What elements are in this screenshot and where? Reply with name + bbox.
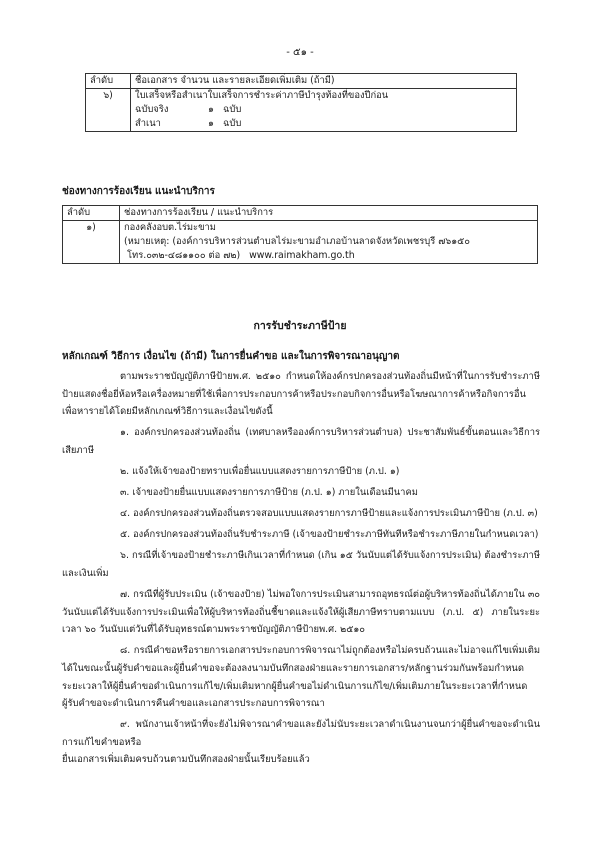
- table-header-row: [86, 74, 517, 89]
- header-channel: ช่องทางการร้องเรียน / แนะนำบริการ: [120, 206, 538, 221]
- table-row: [63, 221, 538, 264]
- contact-address: (หมายเหตุ: (องค์การบริหารส่วนตำบลไร่มะขามอำเภอบ้านลาดจังหวัดเพชรบุรี ๗๖๑๕๐: [124, 236, 470, 247]
- row-details: [120, 221, 538, 264]
- row-order: ๖): [86, 89, 131, 132]
- documents-table: [85, 73, 517, 132]
- contact-section-title: ช่องทางการร้องเรียน แนะนำบริการ: [62, 186, 215, 197]
- header-order: ลำดับ: [86, 74, 131, 89]
- copy-name: สำเนา: [135, 118, 161, 129]
- criteria-item-2: ๒. แจ้งให้เจ้าของป้ายทราบเพื่อยื่นแบบแสดงรายการภาษีป้าย (ภ.ป. ๑): [120, 465, 400, 477]
- row-details: [131, 89, 517, 132]
- header-document-name: ชื่อเอกสาร จำนวน และรายละเอียดเพิ่มเติม (ถ้ามี): [131, 74, 517, 89]
- copy-original: [135, 103, 512, 117]
- criteria-item-9: ๙. พนักงานเจ้าหน้าที่จะยังไม่พิจารณาคำขอและยังไม่นับระยะเวลาดำเนินงานจนกว่าผู้ยื่นคำขอจะดำเนินการแก้ไขคำขอหรือ: [62, 719, 540, 748]
- row-order: ๑): [63, 221, 120, 264]
- contact-table: [62, 205, 538, 264]
- contact-phone-website: โทร.๐๓๒-๔๘๑๑๐๐ ต่อ ๗๒) www.raimakham.go.th: [124, 250, 355, 261]
- page-number: - ๕๑ -: [286, 47, 314, 58]
- copy-count: ๑: [208, 118, 214, 129]
- copy-unit: ฉบับ: [223, 118, 242, 129]
- criteria-item-1: ๑. องค์กรปกครองส่วนท้องถิ่น (เทศบาลหรือองค์การบริหารส่วนตำบล) ประชาสัมพันธ์ขั้นตอนและวิธีการเสียภาษี: [62, 427, 540, 456]
- document-title: ใบเสร็จหรือสำเนาใบเสร็จการชำระค่าภาษีบำรุงท้องที่ของปีก่อน: [135, 90, 389, 101]
- criteria-heading: หลักเกณฑ์ วิธีการ เงื่อนไข (ถ้ามี) ในการยื่นคำขอ และในการพิจารณาอนุญาต: [62, 351, 400, 362]
- header-order: ลำดับ: [63, 206, 120, 221]
- criteria-item-7: ๗. กรณีที่ผู้รับประเมิน (เจ้าของป้าย) ไม่พอใจการประเมินสามารถอุทธรณ์ต่อผู้บริหารท้องถิ่นได้ภายใน ๓๐ วันนับแต่ได้รับแจ้งการประเมินเพื่อให้ผู้บริหารท้องถิ่นชี้ขาดและแจ้งให้ผู้เสียภาษีทราบตามแบบ (ภ.ป. ๕) ภายในระยะเวลา ๖๐ วันนับแต่วันที่ได้รับอุทธรณ์ตามพระราชบัญญัติภาษีป้ายพ.ศ. ๒๕๑๐: [62, 589, 540, 636]
- table-row: [86, 89, 517, 132]
- main-title: การรับชำระภาษีป้าย: [253, 320, 347, 332]
- copy-name: ฉบับจริง: [135, 104, 169, 115]
- copy-unit: ฉบับ: [223, 104, 242, 115]
- criteria-item-6: ๖. กรณีที่เจ้าของป้ายชำระภาษีเกินเวลาที่กำหนด (เกิน ๑๕ วันนับแต่ได้รับแจ้งการประเมิน) ต้องชำระภาษีและเงินเพิ่ม: [62, 550, 540, 579]
- copy-count: ๑: [208, 104, 214, 115]
- criteria-item-8: ๘. กรณีคำขอหรือรายการเอกสารประกอบการพิจารณาไม่ถูกต้องหรือไม่ครบถ้วนและไม่อาจแก้ไขเพิ่มเติมได้ในขณะนั้นผู้รับคำขอและผู้ยื่นคำขอจะต้องลงนามบันทึกสองฝ่ายและรายการเอกสาร/หลักฐานร่วมกันพร้อมกำหนดระยะเวลาให้ผู้ยื่นคำขอดำเนินการแก้ไข/เพิ่มเติมหากผู้ยื่นคำขอไม่ดำเนินการแก้ไข/เพิ่มเติมภายในระยะเวลาที่กำหนดผู้รับคำขอจะดำเนินการคืนคำขอและเอกสารประกอบการพิจารณา: [62, 645, 540, 710]
- intro-paragraph: ตามพระราชบัญญัติภาษีป้ายพ.ศ. ๒๕๑๐ กำหนดให้องค์กรปกครองส่วนท้องถิ่นมีหน้าที่ในการรับชำระภาษีป้ายแสดงชื่อยี่ห้อหรือเครื่องหมายที่ใช้เพื่อการประกอบการค้าหรือประกอบกิจการอื่นหรือโฆษณาการค้าหรือกิจการอื่นเพื่อหารายได้โดยมีหลักเกณฑ์วิธีการและเงื่อนไขดังนี้: [62, 371, 540, 418]
- final-line: ยื่นเอกสารเพิ่มเติมครบถ้วนตามบันทึกสองฝ่ายนั้นเรียบร้อยแล้ว: [62, 754, 310, 766]
- contact-office: กองคลังอบต.ไร่มะขาม: [124, 222, 216, 233]
- criteria-item-3: ๓. เจ้าของป้ายยื่นแบบแสดงรายการภาษีป้าย (ภ.ป. ๑) ภายในเดือนมีนาคม: [120, 487, 418, 499]
- table-header-row: [63, 206, 538, 221]
- copy-duplicate: [135, 117, 512, 131]
- criteria-item-5: ๕. องค์กรปกครองส่วนท้องถิ่นรับชำระภาษี (เจ้าของป้ายชำระภาษีทันทีหรือชำระภาษีภายในกำหนดเวลา): [120, 529, 539, 541]
- criteria-body: [62, 368, 540, 769]
- criteria-item-4: ๔. องค์กรปกครองส่วนท้องถิ่นตรวจสอบแบบแสดงรายการภาษีป้ายและแจ้งการประเมินภาษีป้าย (ภ.ป. ๓): [120, 508, 538, 520]
